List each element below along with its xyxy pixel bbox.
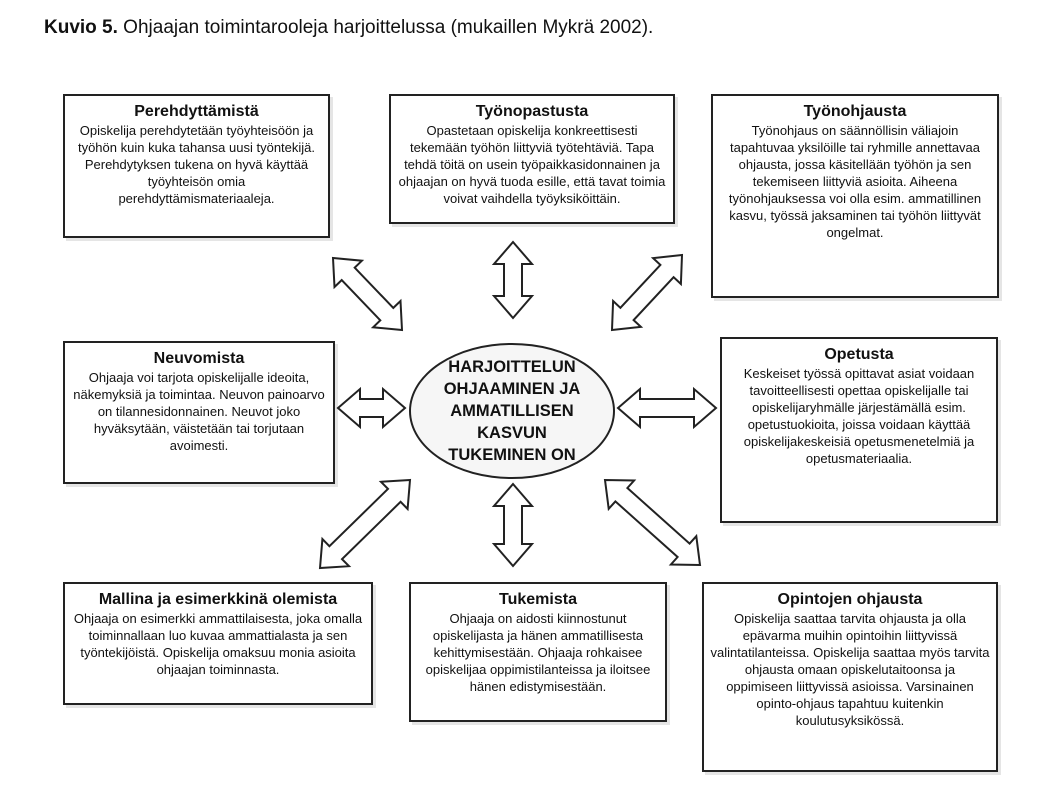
arrow-up-right [612, 255, 682, 330]
center-ellipse [409, 343, 615, 479]
figure-label: Kuvio 5. [44, 17, 118, 38]
box-tyonopastusta [389, 94, 675, 224]
box-opintojen-ohjausta [702, 582, 998, 772]
box-title: Työnopastusta [475, 103, 589, 120]
arrow-down-right [605, 480, 700, 565]
arrow-up [494, 242, 532, 318]
box-tukemista [409, 582, 667, 722]
box-body: Työnohjaus on säännöllisin väliajoin tapahtuvaa yksilöille tai ryhmille annettavaa ohjausta, jossa käsitellään työhön ja sen tekemiseen liittyviä asioita. Aiheena työnohjauksessa voi olla esim. ammatillinen kasvu, työssä jaksaminen tai työhön liittyvät ongelmat. [728, 123, 982, 240]
arrow-left [338, 389, 405, 427]
box-tyonohjausta [711, 94, 999, 298]
box-body: Ohjaaja on aidosti kiinnostunut opiskelijasta ja hänen ammatillisesta kehittymisestään. Ohjaaja rohkaisee opiskelijaa oppimistilanteissa ja iloitsee hänen edistymisestään. [425, 611, 651, 694]
box-title: Neuvomista [153, 350, 245, 367]
box-body: Opastetaan opiskelija konkreettisesti tekemään työhön liittyviä työtehtäviä. Tapa tehdä töitä on usein työpaikkasidonnainen ja ohjaajan on hyvä tuoda esille, että tavat toimia voivat vaihdella työyksiköittäin. [398, 123, 666, 206]
box-title: Mallina ja esimerkkinä olemista [98, 591, 338, 608]
box-neuvomista [63, 341, 335, 484]
box-body: Ohjaaja on esimerkki ammattilaisesta, joka omalla toiminnallaan luo kuvaa ammattialasta ja sen työntekijöistä. Opiskelija omaksuu monia asioita ohjaajan toiminnasta. [73, 611, 363, 677]
arrow-up-left [333, 258, 402, 330]
box-title: Työnohjausta [803, 103, 907, 120]
box-title: Opetusta [824, 346, 894, 363]
box-opetusta [720, 337, 998, 523]
figure-title: Ohjaajan toimintarooleja harjoittelussa (mukaillen Mykrä 2002). [117, 17, 654, 38]
box-body: Ohjaaja voi tarjota opiskelijalle ideoita, näkemyksiä ja toimintaa. Neuvon painoarvo on tilannesidonnainen. Neuvot joko hyväksytään, väistetään tai torjutaan avoimesti. [73, 370, 325, 453]
box-perehdyttamista [63, 94, 330, 238]
box-body: Opiskelija saattaa tarvita ohjausta ja olla epävarma muihin opintoihin liittyvissä valintatilanteissa. Opiskelija saattaa myös tarvita ohjausta omaan opiskelutaitoonsa ja oppimiseen liittyvissä asioissa. Varsinainen opinto-ohjaus tapahtuu kuitenkin koulutusyksikössä. [710, 611, 990, 728]
box-body: Opiskelija perehdytetään työyhteisöön ja työhön kuin kuka tahansa uusi työntekijä. Perehdytyksen tukena on hyvä käyttää työyhteisön omia perehdyttämismateriaaleja. [77, 123, 316, 206]
box-title: Opintojen ohjausta [777, 591, 923, 608]
arrow-down-left [320, 480, 410, 568]
arrow-right [618, 389, 716, 427]
box-title: Tukemista [499, 591, 577, 608]
center-text: HARJOITTELUN OHJAAMINEN JA AMMATILLISEN KASVUN TUKEMINEN ON [443, 358, 581, 464]
box-title: Perehdyttämistä [134, 103, 259, 120]
box-body: Keskeiset työssä opittavat asiat voidaan tavoitteellisesti opettaa opiskelijalle tai opiskelijaryhmälle järjestämällä esim. opetustuokioita, joissa voidaan käyttää opiskelijakeskeisiä opetusmenetelmiä ja opetusmateriaalia. [743, 366, 975, 466]
box-mallina [63, 582, 373, 705]
arrow-down [494, 484, 532, 566]
